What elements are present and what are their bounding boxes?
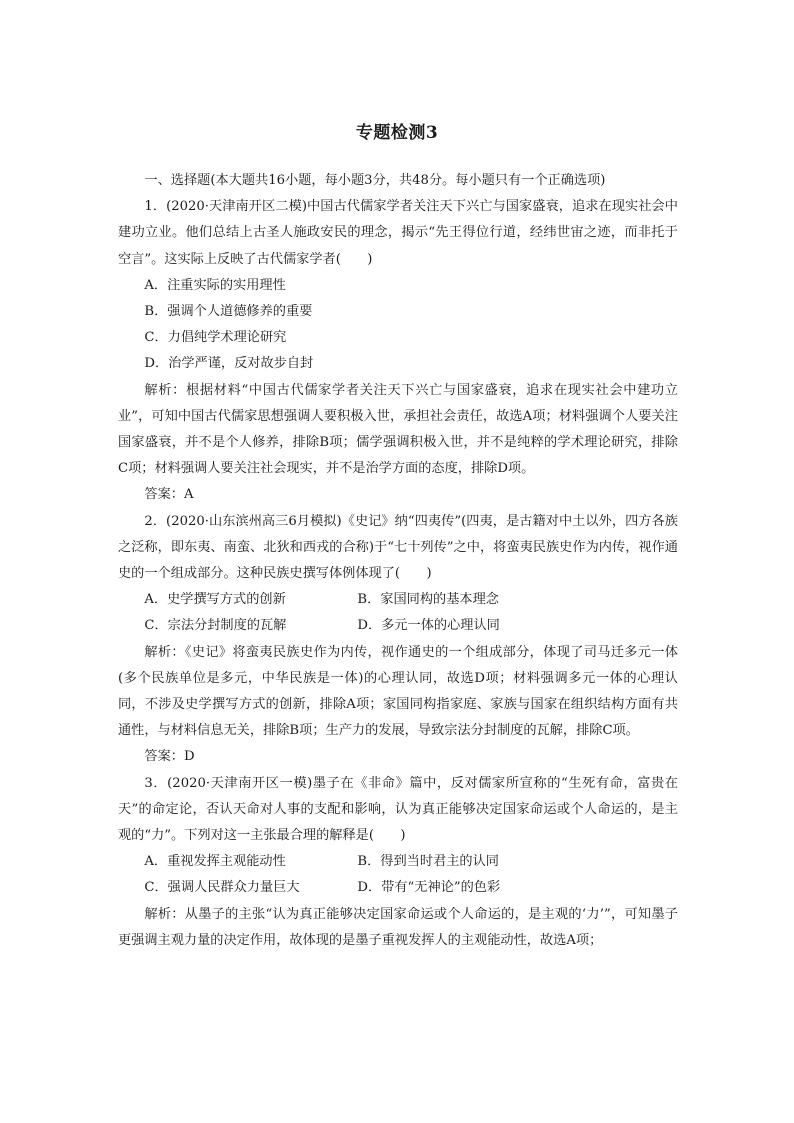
- question-2-option-c: C．宗法分封制度的瓦解: [144, 618, 287, 634]
- question-3-option-a: A．重视发挥主观能动性: [144, 854, 286, 870]
- section-heading: 一、选择题(本大题共16小题，每小题3分，共48分。每小题只有一个正确选项): [144, 173, 606, 188]
- question-2-option-b: B．家国同构的基本理念: [357, 592, 499, 608]
- question-3-options-row-2: [118, 875, 678, 901]
- question-3-option-c: C．强调人民群众力量巨大: [144, 880, 300, 896]
- question-1-stem: 1．(2020·天津南开区二模)中国古代儒家学者关注天下兴亡与国家盛衰，追求在现实社会中建功立业。他们总结上古圣人施政安民的理念，揭示“先王得位行道，经纬世宙之迹，而非托于空言”。这实际上反映了古代儒家学者( ): [118, 199, 678, 267]
- question-2-analysis: 解析：《史记》将蛮夷民族史作为内传，视作通史的一个组成部分，体现了司马迁多元一体(多个民族单位是多元，中华民族是一体)的心理认同，故选D项；材料强调多元一体的心理认同，不涉及史学撰写方式的创新，排除A项；家国同构指家庭、家族与国家在组织结构方面有共通性，与材料信息无关，排除B项；生产力的发展，导致宗法分封制度的瓦解，排除C项。: [118, 644, 678, 739]
- question-1-option-b: B．强调个人道德修养的重要: [144, 304, 313, 320]
- page-title: 专题检测3: [355, 123, 439, 143]
- question-3-stem: 3．(2020·天津南开区一模)墨子在《非命》篇中，反对儒家所宣称的“生死有命，富贵在天”的命定论，否认天命对人事的支配和影响，认为真正能够决定国家命运或个人命运的，是主观的“力”。下列对这一主张最合理的解释是( ): [118, 775, 678, 844]
- question-1-option-d: D．治学严谨，反对故步自封: [144, 356, 314, 372]
- question-2-option-d: D．多元一体的心理认同: [357, 618, 500, 634]
- question-3-option-b: B．得到当时君主的认同: [357, 854, 499, 870]
- question-1-answer: 答案：A: [144, 487, 194, 503]
- question-2-option-a: A．史学撰写方式的创新: [144, 592, 286, 608]
- question-3-options-row-1: [118, 849, 678, 875]
- question-3-analysis: 解析：从墨子的主张“认为真正能够决定国家命运或个人命运的，是主观的‘力’”，可知墨子更强调主观力量的决定作用，故体现的是墨子重视发挥人的主观能动性，故选A项；: [118, 906, 678, 948]
- question-3-option-d: D．带有“无神论”的色彩: [357, 880, 501, 896]
- question-1-option-a: A．注重实际的实用理性: [144, 277, 286, 293]
- question-1-option-c: C．力倡纯学术理论研究: [144, 330, 287, 346]
- question-2-answer: 答案：D: [144, 749, 195, 765]
- document-body: [118, 168, 678, 954]
- question-2-stem: 2．(2020·山东滨州高三6月模拟)《史记》纳“四夷传”(四夷，是古籍对中土以外，四方各族之泛称，即东夷、南蛮、北狄和西戎的合称)于“七十列传”之中，将蛮夷民族史作为内传，视作通史的一个组成部分。这种民族史撰写体例体现了( ): [118, 513, 678, 582]
- question-1-analysis: 解析：根据材料“中国古代儒家学者关注天下兴亡与国家盛衰，追求在现实社会中建功立业”，可知中国古代儒家思想强调人要积极入世，承担社会责任，故选A项；材料强调个人要关注国家盛衰，并不是个人修养，排除B项；儒学强调积极入世，并不是纯粹的学术理论研究，排除C项；材料强调人要关注社会现实，并不是治学方面的态度，排除D项。: [118, 382, 678, 477]
- question-2-options-row-1: [118, 587, 678, 613]
- question-2-options-row-2: [118, 613, 678, 639]
